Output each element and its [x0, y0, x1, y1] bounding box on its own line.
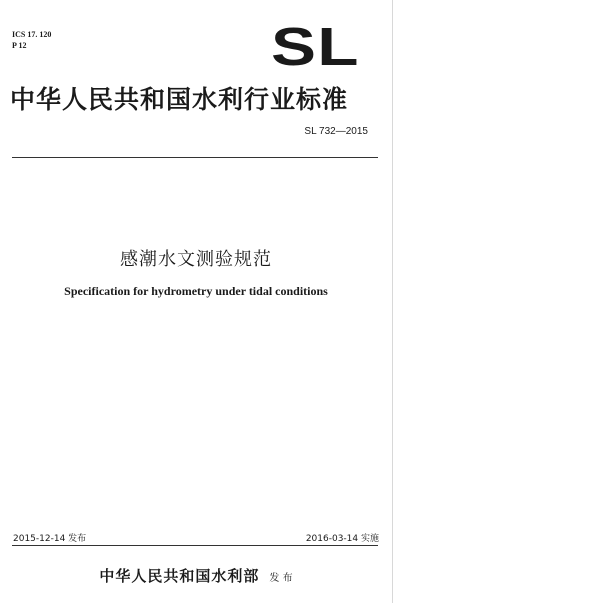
ccs-code: P 12 — [12, 41, 27, 50]
document-title-en: Specification for hydrometry under tidal conditions — [64, 284, 328, 298]
issuer-line — [0, 565, 392, 586]
sl-logo: SL — [271, 17, 360, 77]
issue-date: 2015-12-14 发布 — [13, 534, 87, 544]
effective-date: 2016-03-14 实施 — [305, 534, 379, 544]
top-divider — [12, 157, 378, 158]
classification-codes — [12, 29, 51, 51]
standard-type-title: 中华人民共和国水利行业标准 — [10, 85, 349, 114]
issuing-organization: 中华人民共和国水利部 — [99, 567, 260, 585]
document-title-cn: 感潮水文测验规范 — [120, 249, 272, 270]
standard-number: SL 732—2015 — [304, 126, 368, 137]
bottom-divider — [12, 545, 378, 546]
ics-code: ICS 17. 120 — [12, 30, 52, 39]
publish-label: 发 布 — [269, 573, 293, 584]
